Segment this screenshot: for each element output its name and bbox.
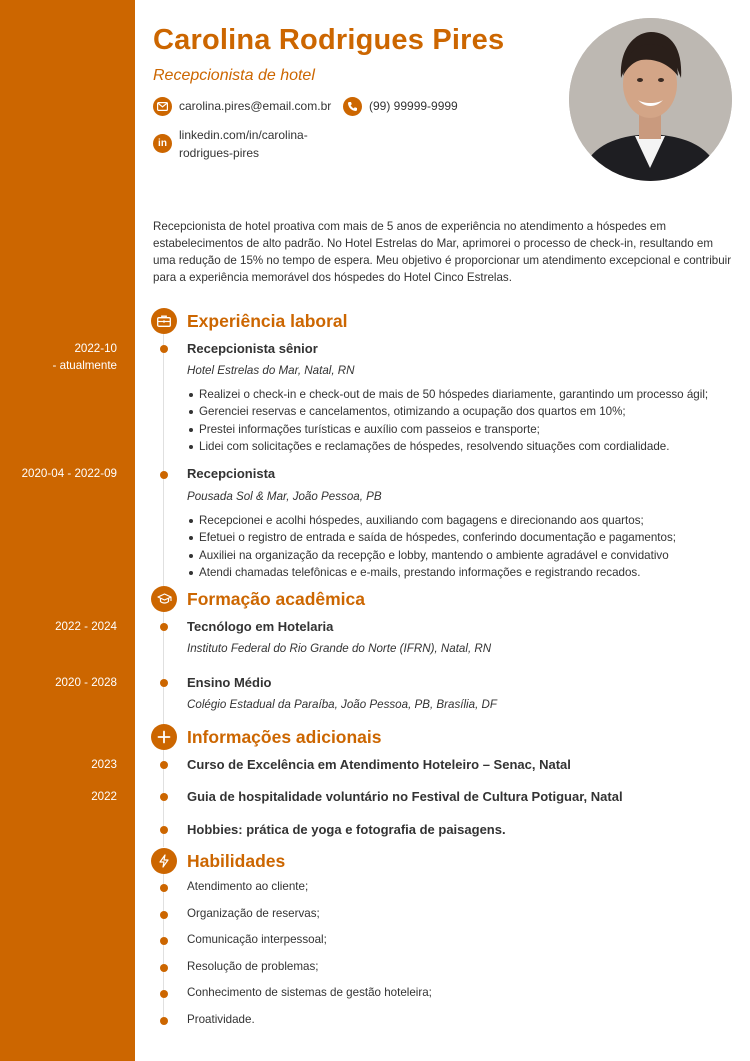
additional-date: 2023 bbox=[91, 758, 117, 771]
education-school: Instituto Federal do Rio Grande do Norte (IFRN), Natal, RN bbox=[187, 642, 492, 655]
additional-date: 2022 bbox=[91, 790, 117, 803]
timeline-dot bbox=[160, 623, 168, 631]
timeline-dot bbox=[160, 793, 168, 801]
additional-item: Hobbies: prática de yoga e fotografia de paisagens. bbox=[187, 822, 506, 837]
experience-role: Recepcionista bbox=[187, 466, 276, 481]
list-item: Efetuei o registro de entrada e saída de hóspedes, conferindo documentação e pagamentos; bbox=[187, 529, 732, 546]
list-item: Realizei o check-in e check-out de mais de 50 hóspedes diariamente, garantindo um processo ágil; bbox=[187, 386, 732, 403]
additional-item: Curso de Excelência em Atendimento Hoteleiro – Senac, Natal bbox=[187, 757, 571, 772]
linkedin-text: linkedin.com/in/carolina- rodrigues-pires bbox=[179, 128, 308, 160]
list-item: Gerenciei reservas e cancelamentos, otimizando a ocupação dos quartos em 10%; bbox=[187, 403, 732, 420]
contact-phone[interactable] bbox=[343, 97, 458, 116]
skill-item: Organização de reservas; bbox=[187, 907, 320, 920]
skill-item: Atendimento ao cliente; bbox=[187, 880, 309, 893]
plus-icon bbox=[151, 724, 177, 750]
timeline-dot bbox=[160, 911, 168, 919]
job-title: Recepcionista de hotel bbox=[153, 67, 315, 84]
skill-item: Conhecimento de sistemas de gestão hoteleira; bbox=[187, 986, 432, 999]
graduation-cap-icon bbox=[151, 586, 177, 612]
experience-bullets bbox=[187, 512, 732, 581]
phone-icon bbox=[343, 97, 362, 116]
timeline-dot bbox=[160, 884, 168, 892]
candidate-name: Carolina Rodrigues Pires bbox=[153, 24, 505, 56]
education-degree: Tecnólogo em Hotelaria bbox=[187, 619, 334, 634]
list-item: Prestei informações turísticas e auxílio com passeios e transporte; bbox=[187, 421, 732, 438]
skill-item: Comunicação interpessoal; bbox=[187, 933, 327, 946]
contact-email[interactable] bbox=[153, 97, 331, 116]
profile-photo bbox=[569, 18, 732, 181]
timeline-dot bbox=[160, 964, 168, 972]
additional-item: Guia de hospitalidade voluntário no Festival de Cultura Potiguar, Natal bbox=[187, 789, 623, 804]
experience-date: 2022-10 - atualmente bbox=[52, 342, 117, 372]
experience-company: Pousada Sol & Mar, João Pessoa, PB bbox=[187, 490, 382, 503]
briefcase-icon bbox=[151, 308, 177, 334]
list-item: Atendi chamadas telefônicas e e-mails, prestando informações e registrando recados. bbox=[187, 564, 732, 581]
timeline-dot bbox=[160, 826, 168, 834]
phone-text: (99) 99999-9999 bbox=[369, 99, 458, 113]
experience-role: Recepcionista sênior bbox=[187, 341, 318, 356]
section-title-experience: Experiência laboral bbox=[187, 311, 348, 331]
education-date: 2020 - 2028 bbox=[55, 676, 117, 689]
timeline-dot bbox=[160, 761, 168, 769]
timeline-dot bbox=[160, 679, 168, 687]
timeline-line-skills bbox=[163, 873, 164, 1025]
list-item: Auxiliei na organização da recepção e lobby, mantendo o ambiente agradável e convidativo bbox=[187, 547, 732, 564]
skill-item: Proatividade. bbox=[187, 1013, 255, 1026]
timeline-line-experience bbox=[163, 334, 164, 586]
lightning-icon bbox=[151, 848, 177, 874]
profile-summary: Recepcionista de hotel proativa com mais de 5 anos de experiência no atendimento a hóspedes em estabelecimentos de alto padrão. No Hotel Estrelas do Mar, aprimorei o processo de check-in, resultando em uma redução de 15% no tempo de espera. Meu objetivo é proporcionar um atendimento excepcional e contribuir para a experiência memorável dos hóspedes do Hotel Cinco Estrelas. bbox=[153, 220, 732, 284]
experience-bullets bbox=[187, 386, 732, 455]
timeline-dot bbox=[160, 937, 168, 945]
section-title-education: Formação acadêmica bbox=[187, 589, 366, 609]
list-item: Lidei com solicitações e reclamações de hóspedes, resolvendo situações com cordialidade. bbox=[187, 438, 732, 455]
education-date: 2022 - 2024 bbox=[55, 620, 117, 633]
timeline-dot bbox=[160, 1017, 168, 1025]
education-school: Colégio Estadual da Paraíba, João Pessoa, PB, Brasília, DF bbox=[187, 698, 497, 711]
education-degree: Ensino Médio bbox=[187, 675, 272, 690]
email-text: carolina.pires@email.com.br bbox=[179, 99, 332, 113]
list-item: Recepcionei e acolhi hóspedes, auxiliando com bagagens e direcionando aos quartos; bbox=[187, 512, 732, 529]
section-title-skills: Habilidades bbox=[187, 851, 286, 871]
section-title-additional: Informações adicionais bbox=[187, 727, 382, 747]
sidebar bbox=[0, 0, 135, 1061]
contact-linkedin[interactable] bbox=[153, 126, 308, 162]
experience-company: Hotel Estrelas do Mar, Natal, RN bbox=[187, 364, 355, 377]
experience-date: 2020-04 - 2022-09 bbox=[21, 467, 117, 480]
timeline-dot bbox=[160, 990, 168, 998]
skill-item: Resolução de problemas; bbox=[187, 960, 319, 973]
timeline-dot bbox=[160, 345, 168, 353]
timeline-dot bbox=[160, 471, 168, 479]
email-icon bbox=[153, 97, 172, 116]
linkedin-icon: in bbox=[153, 134, 172, 153]
